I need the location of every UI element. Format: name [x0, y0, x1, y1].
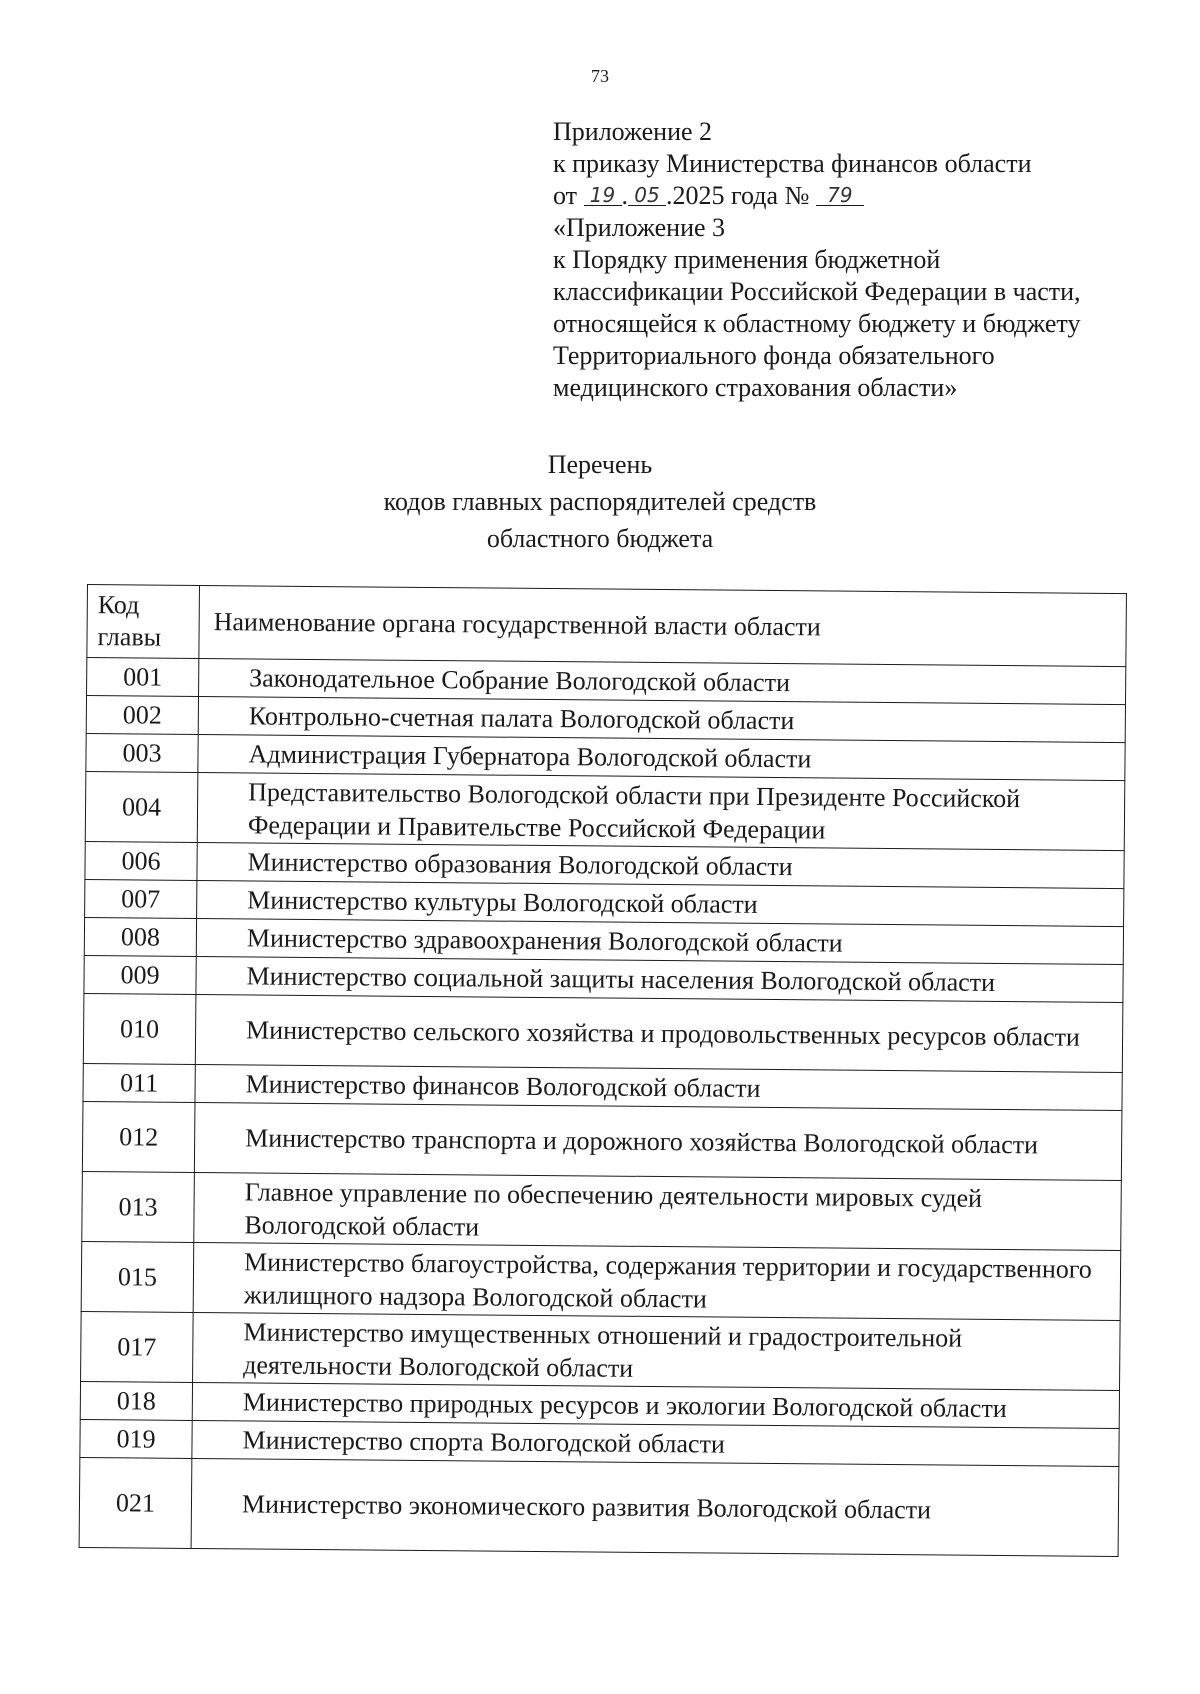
code-cell: 001 [87, 658, 199, 697]
appendix-line: к приказу Министерства финансов области [553, 149, 1032, 178]
appendix-header [553, 116, 1153, 404]
header-name-cell: Наименование органа государственной власти области [199, 585, 1127, 666]
handwritten-month: 05 [628, 185, 666, 206]
name-cell: Министерство природных ресурсов и экологии Вологодской области [192, 1382, 1119, 1428]
table-row [82, 1101, 1122, 1180]
name-cell: Контрольно-счетная палата Вологодской области [198, 696, 1125, 742]
date-suffix: .2025 года № [666, 181, 810, 210]
header-code-cell [87, 585, 200, 659]
name-cell: Главное управление по обеспечению деятельности мировых судей Вологодской области [194, 1172, 1122, 1250]
list-title-line: областного бюджета [486, 524, 714, 553]
code-cell: 012 [82, 1101, 195, 1172]
code-cell: 011 [83, 1063, 195, 1102]
list-title-line: Перечень [547, 450, 653, 479]
code-cell: 017 [81, 1311, 194, 1382]
handwritten-order-number: 79 [816, 185, 864, 206]
name-cell: Министерство транспорта и дорожного хозяйства Вологодской области [194, 1102, 1122, 1180]
name-cell: Министерство имущественных отношений и градостроительной деятельности Вологодской области [193, 1312, 1121, 1390]
name-cell: Министерство экономического развития Вологодской области [191, 1458, 1119, 1556]
table-row [79, 1457, 1119, 1556]
header-code-line: Код [97, 590, 140, 620]
code-cell: 018 [80, 1381, 192, 1420]
appendix-line: к Порядку применения бюджетной [553, 245, 941, 274]
code-cell: 002 [86, 696, 198, 735]
name-cell: Министерство культуры Вологодской области [197, 880, 1124, 926]
name-cell: Законодательное Собрание Вологодской области [199, 658, 1126, 704]
appendix-line: Территориального фонда обязательного [553, 341, 995, 370]
code-cell: 003 [86, 733, 198, 772]
appendix-date-line [553, 180, 1153, 212]
code-cell: 010 [83, 993, 196, 1064]
table-row [81, 1241, 1121, 1320]
name-cell: Министерство здравоохранения Вологодской области [196, 918, 1123, 964]
code-cell: 004 [85, 771, 198, 842]
header-code-line: главы [97, 622, 162, 652]
appendix-line: Приложение 2 [553, 117, 713, 146]
name-cell: Министерство социальной защиты населения Вологодской области [196, 956, 1123, 1002]
appendix-line: «Приложение 3 [553, 213, 726, 242]
code-cell: 015 [81, 1241, 194, 1312]
table-row [82, 1171, 1122, 1250]
date-separator: . [621, 181, 629, 210]
name-cell: Министерство образования Вологодской области [197, 842, 1124, 888]
page-number: 73 [591, 66, 609, 86]
code-cell: 019 [80, 1419, 192, 1458]
date-prefix: от [553, 181, 578, 210]
code-cell: 007 [85, 879, 197, 918]
name-cell: Министерство спорта Вологодской области [192, 1420, 1119, 1466]
table-row [85, 771, 1125, 850]
name-cell: Администрация Губернатора Вологодской области [198, 734, 1125, 780]
handwritten-day: 19 [584, 185, 622, 206]
appendix-line: классификации Российской Федерации в части, [553, 277, 1081, 306]
list-title [0, 446, 1200, 557]
appendix-line: медицинского страхования области» [553, 373, 958, 402]
code-cell: 013 [82, 1171, 195, 1242]
code-cell: 009 [84, 955, 196, 994]
table-row [81, 1311, 1121, 1390]
code-cell: 006 [85, 841, 197, 880]
code-cell: 021 [79, 1457, 192, 1548]
name-cell: Представительство Вологодской области при Президенте Российской Федерации и Правительстве Российской Федерации [197, 772, 1125, 850]
name-cell: Министерство сельского хозяйства и продовольственных ресурсов области [195, 994, 1123, 1072]
table-header-row [87, 585, 1127, 667]
codes-table [79, 584, 1127, 1557]
name-cell: Министерство благоустройства, содержания территории и государственного жилищного надзора Вологодской области [193, 1242, 1121, 1320]
code-cell: 008 [84, 917, 196, 956]
appendix-line: относящейся к областному бюджету и бюджету [553, 309, 1081, 338]
table-row [83, 993, 1123, 1072]
name-cell: Министерство финансов Вологодской области [195, 1064, 1122, 1110]
list-title-line: кодов главных распорядителей средств [383, 487, 817, 516]
